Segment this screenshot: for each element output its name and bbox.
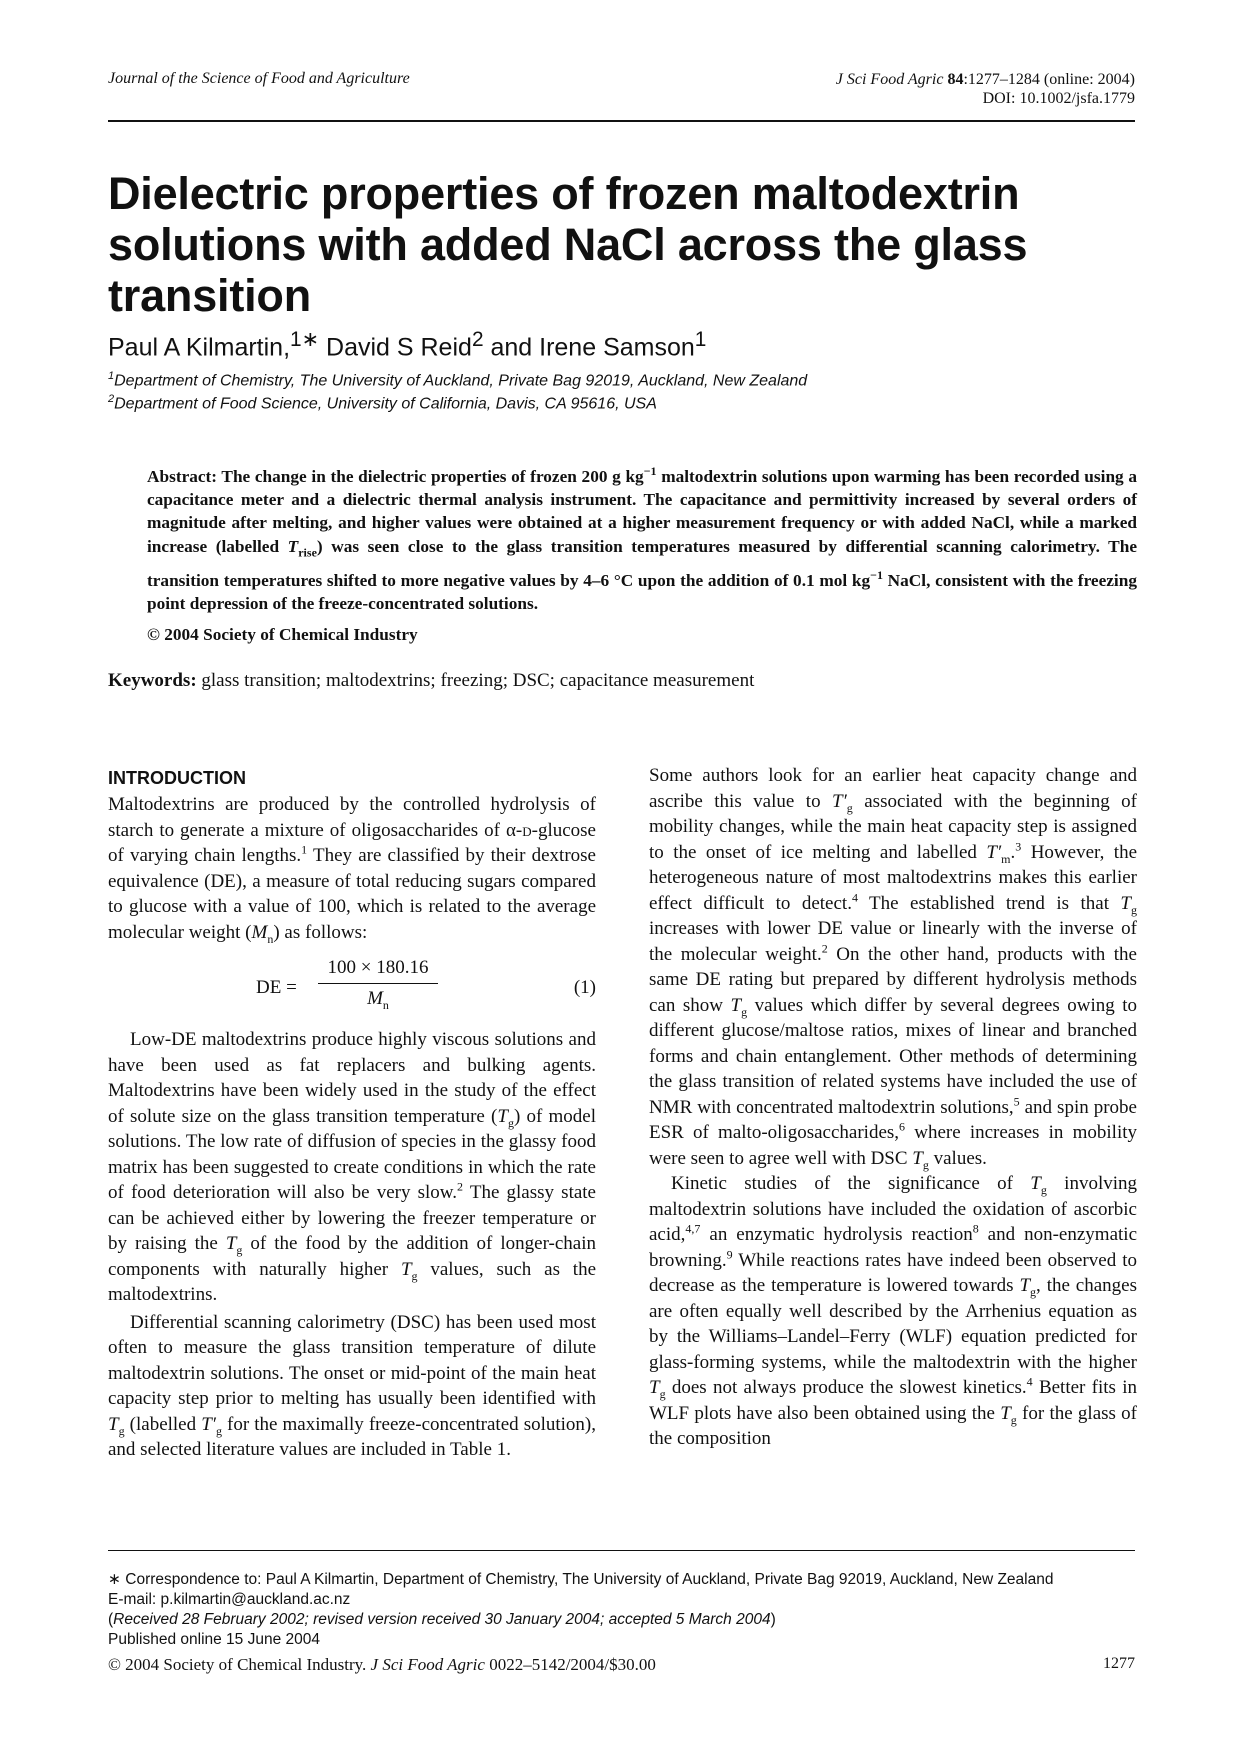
right-column [649,763,1137,1452]
equation-1 [108,955,596,1019]
equation-lhs: DE = [256,977,297,998]
equation-number: (1) [573,977,596,998]
email-footnote[interactable]: E-mail: p.kilmartin@auckland.ac.nz [108,1591,351,1608]
citation-pages: :1277–1284 (online: 2004) [963,71,1135,88]
author-list [108,327,706,362]
citation-line [836,70,1135,89]
intro-paragraph-3: Differential scanning calorimetry (DSC) has been used most often to measure the glass transition temperature of dilute maltodextrin solutions. The onset or mid-point of the main heat capacity step prior to melting has usually been identified with $T_g$ (labelled $T'_g$ for the maximally freeze-concentrated solution), and selected literature values are included in Table 1. [108,1311,597,1460]
affiliation-text: Department of Chemistry, The University of Auckland, Private Bag 92019, Auckland, New Zealand [114,372,808,390]
section-heading-introduction: INTRODUCTION [108,768,246,788]
published-footnote: Published online 15 June 2004 [108,1631,321,1648]
received-footnote: (Received 28 February 2002; revised version received 30 January 2004; accepted 5 March 2004) [108,1611,776,1628]
doi[interactable]: DOI: 10.1002/jsfa.1779 [982,90,1135,107]
affiliation-text: Department of Food Science, University of California, Davis, CA 95616, USA [114,395,657,413]
right-paragraph-1: Some authors look for an earlier heat capacity change and ascribe this value to $T'_g$ associated with the beginning of mobility changes, while the main heat capacity step is assigned to the onset of ice melting and labelled $T'_m.^3$ However, the heterogeneous nature of most maltodextrins makes this earlier effect difficult to detect.$^4$ The established trend is that $T_g$ increases with lower DE value or linearly with the inverse of the molecular weight.$^2$ On the other hand, products with the same DE rating but prepared by different hydrolysis methods can show $T_g$ values which differ by several degrees owing to different glucose/maltose ratios, mixes of linear and branched forms and chain entanglement. Other methods of determining the glass transition of related systems have included the use of NMR with concentrated maltodextrin solutions,$^5$ and spin probe ESR of malto-oligosaccharides,$^6$ where increases in mobility were seen to agree well with DSC $T_g$ values. [649,765,1138,1172]
author-name: David S Reid [319,333,472,362]
affiliation-sup: 2 [108,393,115,405]
intro-paragraph-2: Low-DE maltodextrins produce highly viscous solutions and have been used as fat replacers and bulking agents. Maltodextrins have been widely used in the study of the effect of solute size on the glass transition temperature $(T_g)$ of model solutions. The low rate of diffusion of species in the glassy food matrix has been suggested to create conditions in which the rate of food deterioration will also be very slow.$^2$ The glassy state can be achieved either by lowering the freezer temperature or by raising the $T_g$ of the food by the addition of longer-chain components with naturally higher $T_g$ values, such as the maltodextrins. [108,1029,596,1305]
footer-copyright: © 2004 Society of Chemical Industry. J Sci Food Agric 0022–5142/2004/$30.00 [108,1655,656,1674]
author-sup: 2 [471,328,484,351]
footnote-rule [108,1550,1135,1551]
keywords-text: glass transition; maltodextrins; freezing; DSC; capacitance measurement [196,670,755,691]
affiliation-2 [108,393,657,413]
author-sup: 1 [694,328,707,351]
keywords-label: Keywords: [108,670,197,691]
author-sup: 1∗ [290,328,320,351]
article-title: Dielectric properties of frozen maltodextrin solutions with added NaCl across the glass transition [108,168,1028,321]
abstract-copyright: © 2004 Society of Chemical Industry [147,625,418,644]
running-head-citation [836,70,1135,108]
abstract: Abstract: The change in the dielectric properties of frozen 200 g $kg^{-1}$ maltodextrin solutions upon warming has been recorded using a capacitance meter and a dielectric thermal analysis instrument. The capacitance and permittivity increased by several orders of magnitude after melting, and higher values were obtained at a higher measurement frequency or with added NaCl, while a marked increase (labelled $T_{rise}$) was seen close to the glass transition temperatures measured by differential scanning calorimetry. The transition temperatures shifted to more negative values by 4–6 °C upon the addition of 0.1 mol $kg^{-1}$ NaCl, consistent with the freezing point depression of the freeze-concentrated solutions. [147,464,1138,614]
equation-fraction [318,955,438,1011]
citation-volume: 84 [947,71,964,88]
affiliation-1 [108,370,807,390]
running-head-journal [108,70,410,88]
right-paragraph-2: Kinetic studies of the significance of $T_g$ involving maltodextrin solutions have included the oxidation of ascorbic acid,$^{4,7}$ an enzymatic hydrolysis reaction$^8$ and non-enzymatic browning.$^9$ While reactions rates have indeed been observed to decrease as the temperature is lowered towards $T_g$, the changes are often equally well described by the Arrhenius equation as by the Williams–Landel–Ferry (WLF) equation predicted for glass-forming systems, while the maltodextrin with the higher $T_g$ does not always produce the slowest kinetics.$^4$ Better fits in WLF plots have also been obtained using the $T_g$ for the glass of the composition [649,1173,1138,1449]
author-name: Paul A Kilmartin, [108,333,291,362]
intro-paragraph-1: Maltodextrins are produced by the controlled hydrolysis of starch to generate a mixture of oligosaccharides of α-d-glucose of varying chain lengths.$^1$ They are classified by their dextrose equivalence (DE), a measure of total reducing sugars compared to glucose with a value of 100, which is related to the average molecular weight $(M_n)$ as follows: [108,794,596,946]
correspondence-footnote: ∗ Correspondence to: Paul A Kilmartin, Department of Chemistry, The University of Auckland, Private Bag 92019, Auckland, New Zealand [108,1571,1054,1588]
citation-abbrev: J Sci Food Agric [835,71,944,88]
equation-denominator: $M_n$ [367,987,389,1012]
author-name: and Irene Samson [483,333,695,362]
page-number: 1277 [1103,1655,1135,1672]
journal-name: Journal of the Science of Food and Agriculture [108,70,410,87]
equation-numerator: 100 × 180.16 [318,955,438,984]
header-rule [108,120,1135,122]
left-column [108,766,596,1463]
affiliation-sup: 1 [108,370,115,382]
keywords [108,670,754,692]
